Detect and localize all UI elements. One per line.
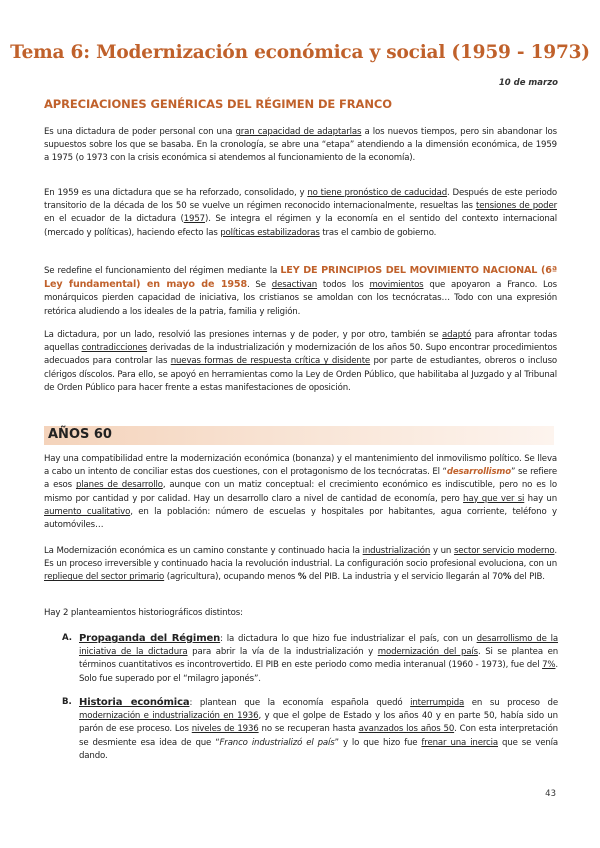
list-item-text [79, 632, 558, 686]
text-run: y un [430, 546, 454, 556]
text-run: ” y lo que hizo fue [334, 737, 422, 748]
text-run: : plantean que la economía española quedó [189, 698, 411, 708]
list-item-lead: Propaganda del Régimen [79, 633, 221, 644]
underlined-text: tensiones de poder [475, 201, 557, 212]
underlined-text: adaptó [442, 330, 472, 340]
highlighted-term: desarrollismo [446, 467, 511, 478]
page-number: 43 [545, 789, 556, 799]
underlined-text: frenar una inercia [421, 737, 498, 748]
text-run: . Si se plantea en términos cuantitativos es incontrovertido. El PIB en este periodo como media interanual (1960 - 1973), fue del [79, 647, 559, 671]
text-run: , aunque con un matiz conceptual: el crecimiento económico es indiscutible, pero no es lo mismo por cantidad y por calidad. Hay un desarrollo claro a nivel de cantidad de economía, pero [44, 480, 557, 504]
section-heading-anos-60: AÑOS 60 [48, 427, 112, 442]
underlined-text: interrumpida [410, 698, 465, 708]
text-run: ” se refiere a esos [44, 467, 558, 491]
text-run: En 1959 es una dictadura que se ha reforzado, consolidado, y [44, 188, 308, 198]
text-run: no se recuperan hasta [258, 724, 359, 735]
list-marker: A. [62, 633, 73, 643]
section-heading-franco: APRECIACIONES GENÉRICAS DEL RÉGIMEN DE FRANCO [44, 97, 392, 111]
text-run: , en la población: número de escuelas y hospitales por habitantes, agua corriente, teléfono y automóviles… [44, 506, 557, 531]
text-run: que se venía dando. [79, 737, 559, 761]
text-run: . Después de este periodo transitorio de la década de los 50 se vuelve un régimen reconocido internacionalmente, resueltas las [44, 188, 557, 212]
text-run: La Modernización económica es un camino constante y continuado hacia la [44, 546, 363, 556]
text-run: . Con esta interpretación se desmiente esa idea de que “ [79, 724, 558, 748]
paragraph-2 [44, 187, 557, 240]
underlined-text: gran capacidad de adaptarlas [235, 127, 362, 137]
underlined-text: aumento cualitativo [44, 506, 131, 517]
underlined-text: repliegue del sector primario [44, 572, 165, 583]
list-item-lead: Historia económica [79, 697, 190, 708]
paragraph-7: Hay 2 planteamientos historiográficos distintos: [44, 608, 243, 618]
paragraph-5 [44, 453, 557, 532]
text-run: Se redefine el funcionamiento del régimen mediante la [44, 266, 281, 276]
text-run: : la dictadura lo que hizo fue industrializar el país, con un [220, 634, 477, 644]
underlined-text: desarrollismo de la iniciativa de la dictadura [79, 634, 559, 658]
text-run: a los nuevos tiempos, pero sin abandonar los supuestos sobre los que se basaba. En la cronología, se abre una “etapa” atendiendo a la dimensión económica, de 1959 a 1975 (o 1973 con la crisis económica si atendemos al funcionamiento de la economía). [44, 127, 557, 164]
underlined-text: niveles de 1936 [191, 724, 259, 735]
underlined-text: modernización del país [377, 647, 478, 658]
list-marker: B. [62, 697, 72, 707]
text-run: para afrontar todas aquellas [44, 330, 557, 354]
paragraph-1 [44, 126, 557, 166]
text-run: del PIB. [511, 572, 545, 583]
text-run: en su proceso de [464, 698, 558, 708]
highlighted-law-text: LEY DE PRINCIPIOS DEL MOVIMIENTO NACIONAL (6ª Ley fundamental) en mayo de 1958 [44, 265, 557, 291]
text-run: que apoyaron a Franco. Los monárquicos pierden capacidad de iniciativa, los cristianos se amoldan con los tecnócratas… Todo con una expresión retórica aludiendo a los ideales de la patria, familia y religión. [44, 280, 557, 317]
text-run: La dictadura, por un lado, resolvió las presiones internas y de poder, y por otro, también se [44, 330, 443, 340]
list-item-text [79, 696, 558, 763]
underlined-text: planes de desarrollo [75, 480, 163, 491]
paragraph-6 [44, 545, 557, 585]
underlined-text: hay que ver si [463, 493, 525, 504]
text-run: hay un [524, 493, 557, 504]
bold-text: % [297, 572, 307, 583]
text-run: por parte de estudiantes, obreros o incluso clérigos díscolos. Para ello, se apoyó en herramientas como la Ley de Orden Público, que habilitaba al Juzgado y al Tribunal de Orden Público para hacer frente a estas manifestaciones de oposición. [44, 356, 558, 393]
italic-text: Franco industrializó el país [219, 737, 335, 748]
text-run: tras el cambio de gobierno. [319, 227, 437, 238]
text-run: , y que el golpe de Estado y los años 40 y en parte 50, había sido un parón de ese proceso. Los [79, 711, 558, 735]
text-run: Es una dictadura de poder personal con una [44, 127, 236, 137]
text-run: del PIB. La industria y el servicio llegarán al 70 [306, 572, 503, 583]
paragraph-3 [44, 264, 557, 319]
text-run: . Solo fue superado por el “milagro japonés”. [79, 660, 558, 684]
bold-text: % [502, 572, 512, 583]
paragraph-4 [44, 329, 557, 395]
text-run: . Se [246, 280, 272, 291]
underlined-text: no tiene pronóstico de caducidad [307, 188, 448, 198]
text-run: (agricultura), ocupando menos [164, 572, 298, 583]
underlined-text: modernización e industrialización en 1936 [79, 711, 259, 722]
underlined-text: sector servicio moderno [453, 546, 555, 556]
underlined-text: 7% [542, 660, 556, 671]
underlined-text: movimientos [369, 280, 424, 291]
text-run: ). Se integra el régimen y la economía en el sentido del contexto internacional (mercado y políticas), haciendo efecto las [44, 214, 558, 238]
underlined-text: contradicciones [81, 343, 148, 354]
underlined-text: nuevas formas de respuesta crítica y disidente [170, 356, 371, 367]
underlined-text: avanzados los años 50 [358, 724, 455, 735]
text-run: todos los [317, 280, 370, 291]
text-run: . Es un proceso irreversible y continuado hacia la revolución industrial. La configuración socio profesional evoluciona, con un [44, 546, 557, 570]
text-run: derivadas de la industrialización y modernización de los años 50. Supo encontrar procedimientos adecuados para controlar las [44, 343, 557, 367]
underlined-text: industrialización [362, 546, 431, 556]
underlined-text: 1957 [183, 214, 205, 225]
text-run: Hay una compatibilidad entre la modernización económica (bonanza) y el mantenimiento del inmovilismo político. Se lleva a cabo un intento de conciliar estas dos cuestiones, con el protagonismo de los tecnócratas. El “ [44, 454, 557, 478]
underlined-text: políticas estabilizadoras [220, 227, 320, 238]
section-band-anos-60 [44, 426, 554, 445]
page-title: Tema 6: Modernización económica y social (1959 - 1973) [10, 42, 590, 63]
date-label: 10 de marzo [498, 78, 558, 88]
text-run: en el ecuador de la dictadura ( [44, 214, 184, 225]
underlined-text: desactivan [271, 280, 318, 291]
text-run: para abrir la vía de la industrialización y [187, 647, 378, 658]
